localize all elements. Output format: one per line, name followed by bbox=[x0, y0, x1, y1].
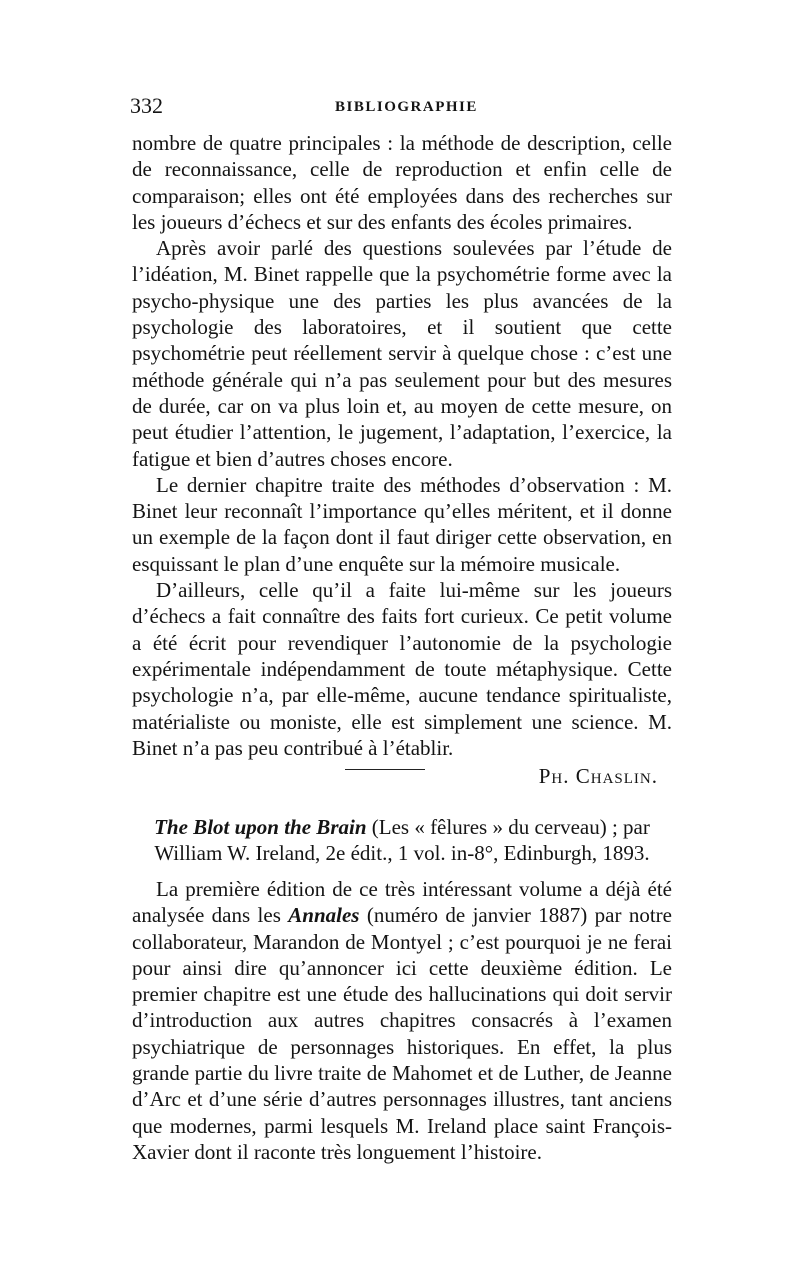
running-head bbox=[130, 93, 670, 123]
paragraph bbox=[132, 876, 672, 1165]
journal-title: Annales bbox=[288, 903, 360, 928]
paragraph: Le dernier chapitre traite des méthodes d’observation : M. Binet leur reconnaît l’importance qu’elles méritent, et il donne un exemple de la façon dont il faut diriger cette observation, en esquissant le plan d’une enquête sur la mémoire musicale. bbox=[132, 472, 672, 576]
review-text-chaslin bbox=[132, 130, 672, 789]
running-title: BIBLIOGRAPHIE bbox=[335, 99, 478, 115]
book-title: The Blot upon the Brain bbox=[154, 815, 367, 839]
review-text-ireland bbox=[132, 876, 672, 1165]
author-signature: Ph. Chaslin. bbox=[538, 764, 658, 789]
paragraph: Après avoir parlé des questions soulevées par l’étude de l’idéation, M. Binet rappelle que la psychométrie forme avec la psycho-physique une des parties les plus avancées de la psychologie des laboratoires, et il soutient que cette psychométrie peut réellement servir à quelque chose : c’est une méthode générale qui n’a pas seulement pour but des mesures de durée, car on va plus loin et, au moyen de cette mesure, on peut étudier l’attention, le jugement, l’adaptation, l’exercice, la fatigue et bien d’autres choses encore. bbox=[132, 236, 672, 471]
review-tail: (numéro de janvier 1887) par notre collaborateur, Marandon de Montyel ; c’est pourquoi je ne ferai pour ainsi dire qu’annoncer ici cette deuxième édition. Le premier chapitre est une étude des hallucinations qui doit servir d’introduction aux autres chapitres consacrés à l’examen psychiatrique de personnages historiques. En effet, la plus grande partie du livre traite de Mahomet et de Luther, de Jeanne d’Arc et d’une série d’autres personnages illustres, tant anciens que modernes, parmi lesquels M. Ireland place saint François-Xavier dont il raconte très longuement l’histoire. bbox=[132, 903, 672, 1164]
page-number: 332 bbox=[130, 93, 163, 118]
paragraph: nombre de quatre principales : la méthode de description, celle de reconnaissance, celle de reproduction et enfin celle de comparaison; elles ont été employées dans des recherches sur les joueurs d’échecs et sur des enfants des écoles primaires. bbox=[132, 131, 672, 234]
review-lead: La première édition de ce très intéressant volume a déjà été analysée dans les bbox=[132, 877, 672, 928]
paragraph: D’ailleurs, celle qu’il a faite lui-même sur les joueurs d’échecs a fait connaître des faits fort curieux. Ce petit volume a été écrit pour revendiquer l’autonomie de la psychologie expérimentale indépendamment de toute métaphysique. Cette psychologie n’a, par elle-même, aucune tendance spiritualiste, matérialiste ou moniste, elle est simplement une science. M. Binet n’a pas peu contribué à l’établir. bbox=[132, 578, 672, 760]
section-divider bbox=[345, 769, 425, 770]
book-details: (Les « fêlures » du cerveau) ; par William W. Ireland, 2e édit., 1 vol. in-8°, Edinburgh, 1893. bbox=[154, 815, 650, 866]
book-citation bbox=[132, 814, 672, 867]
